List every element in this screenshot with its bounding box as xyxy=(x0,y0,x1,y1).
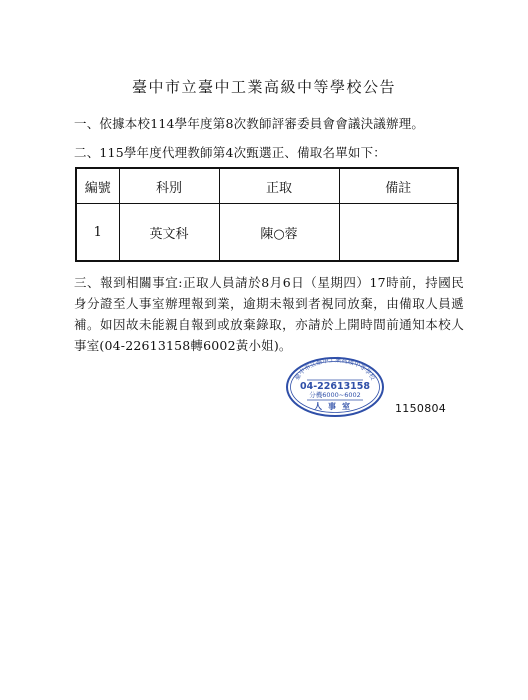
svg-text:04-22613158: 04-22613158 xyxy=(299,381,371,392)
page-title: 臺中市立臺中工業高級中等學校公告 xyxy=(131,78,396,96)
table-header-row xyxy=(76,168,458,204)
cell-department: 英文科 xyxy=(119,204,219,262)
header-primary: 正取 xyxy=(219,168,339,204)
item-1-text: 一、依據本校114學年度第8次教師評審委員會會議決議辦理。 xyxy=(74,116,425,131)
header-number: 編號 xyxy=(76,168,119,204)
svg-text:臺中市立臺中工業高級中等學校: 臺中市立臺中工業高級中等學校 xyxy=(293,356,377,382)
document-number: 1150804 xyxy=(395,402,447,415)
personnel-office-seal xyxy=(285,356,385,418)
header-remarks: 備註 xyxy=(339,168,458,204)
item-3-text: 三、報到相關事宜:正取人員請於8月6日（星期四）17時前，持國民身分證至人事室辦理報到業，逾期未報到者視同放棄，由備取人員遞補。如因故未能親自報到或放棄錄取，亦請於上開時間前通知本校人事室(04-22613158轉6002黃小姐)。 xyxy=(74,275,464,353)
svg-text:分機6000~6002: 分機6000~6002 xyxy=(309,391,361,399)
cell-primary: 陳○蓉 xyxy=(219,204,339,262)
item-2-text: 二、115學年度代理教師第4次甄選正、備取名單如下： xyxy=(74,145,387,160)
cell-number: 1 xyxy=(76,204,119,262)
table-row xyxy=(76,204,458,262)
svg-text:人事室: 人事室 xyxy=(314,401,356,411)
cell-remarks xyxy=(339,204,458,262)
candidate-table xyxy=(75,167,459,262)
header-department: 科別 xyxy=(119,168,219,204)
